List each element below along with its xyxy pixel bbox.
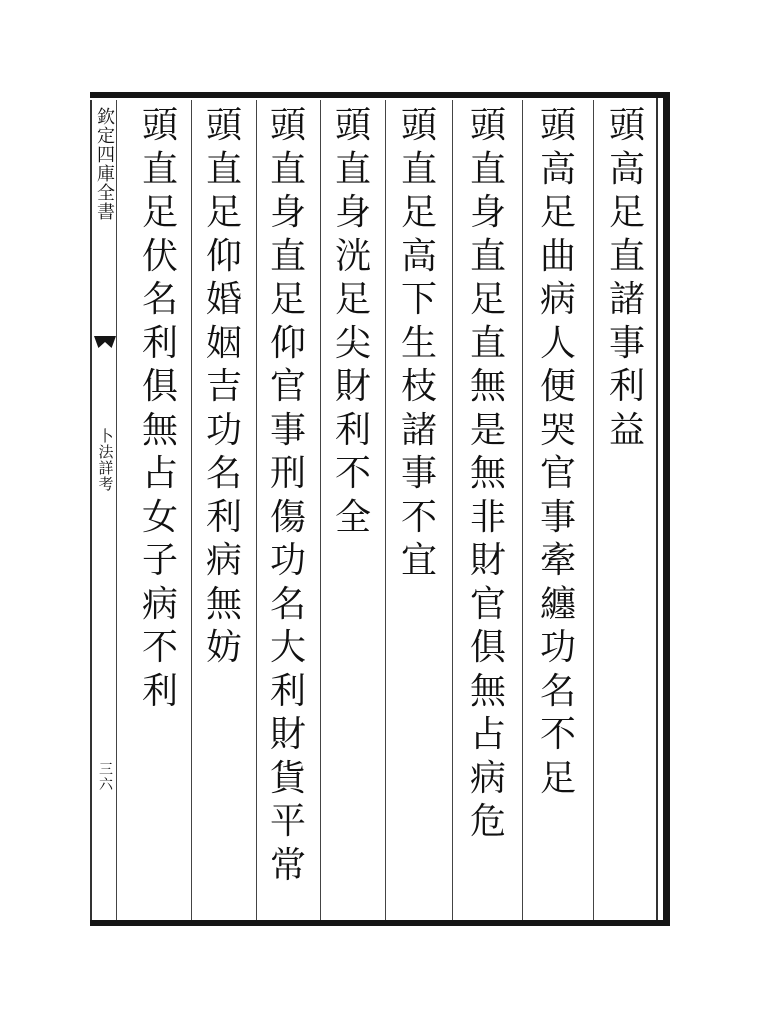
book-title: 欽 定 四 庫 全 書 [97, 107, 115, 223]
page-frame [90, 92, 673, 930]
column-rule [116, 100, 117, 920]
column-rule [256, 100, 257, 920]
text-column-2: 頭 高 足 曲 病 人 便 哭 官 事 牽 纏 功 名 不 足 [539, 105, 576, 799]
column-rule [522, 100, 523, 920]
column-rule [385, 100, 386, 920]
fishtail-mark [94, 336, 116, 348]
column-rule [191, 100, 192, 920]
inner-right-border [656, 98, 658, 920]
text-column-3: 頭 直 身 直 足 直 無 是 無 非 財 官 俱 無 占 病 危 [469, 105, 506, 842]
section-title: 卜 法 詳 考 [98, 427, 114, 493]
text-column-8: 頭 直 足 伏 名 利 俱 無 占 女 子 病 不 利 [141, 105, 178, 712]
block-heart-margin [92, 98, 116, 920]
column-rule [593, 100, 594, 920]
text-column-4: 頭 直 足 高 下 生 枝 諸 事 不 宜 [400, 105, 437, 581]
text-column-7: 頭 直 足 仰 婚 姻 吉 功 名 利 病 無 妨 [205, 105, 242, 668]
text-column-6: 頭 直 身 直 足 仰 官 事 刑 傷 功 名 大 利 財 貨 平 常 [269, 105, 306, 886]
text-column-5: 頭 直 身 洸 足 尖 財 利 不 全 [334, 105, 371, 538]
column-rule [452, 100, 453, 920]
text-column-1: 頭 高 足 直 諸 事 利 益 [608, 105, 645, 451]
column-rule [320, 100, 321, 920]
page-number: 三 六 [99, 762, 113, 793]
